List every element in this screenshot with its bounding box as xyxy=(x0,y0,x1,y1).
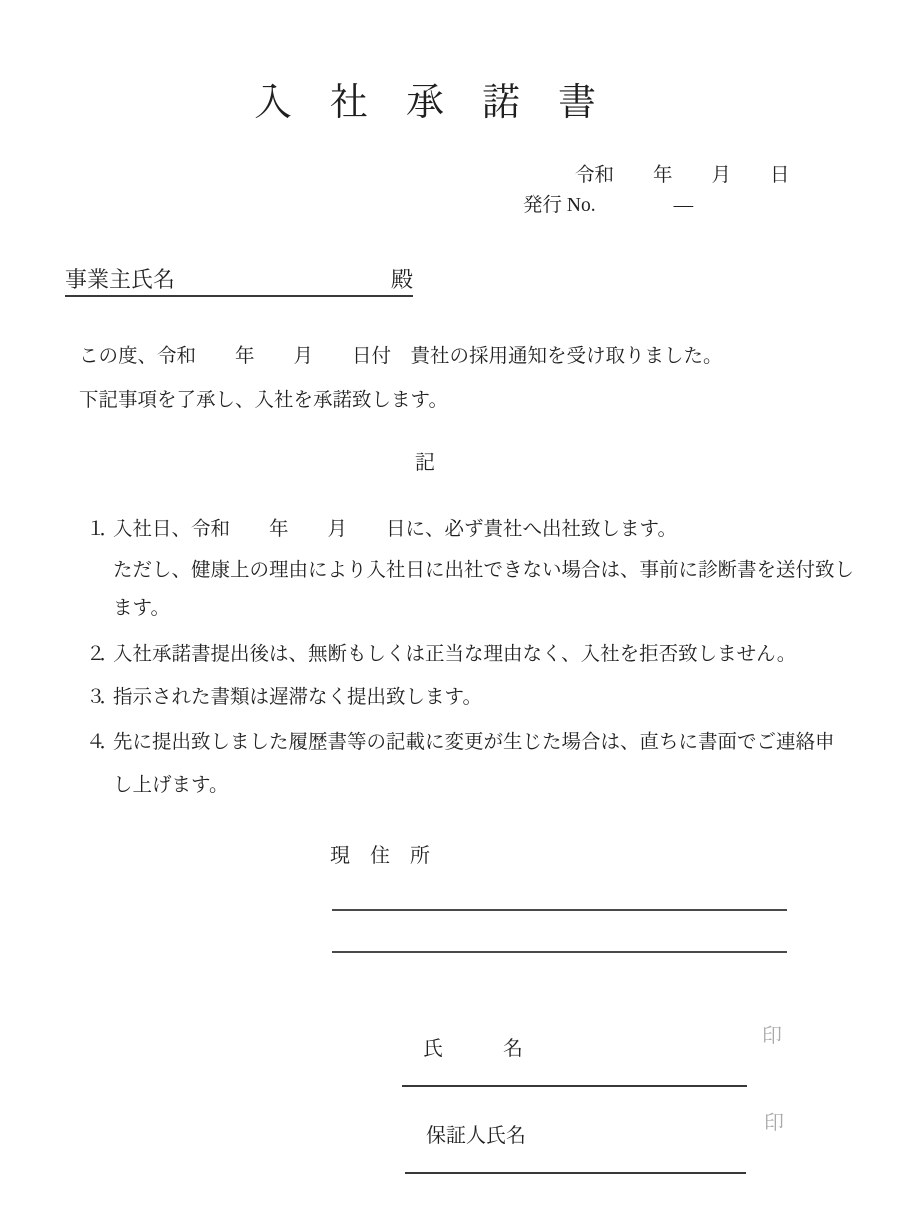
item-3-number: ３． xyxy=(86,687,114,708)
guarantor-seal-mark: 印 xyxy=(764,1112,784,1134)
address-blank-line-2 xyxy=(332,951,787,953)
intro-line-2: 下記事項を了承し、入社を承諾致します。 xyxy=(79,390,448,411)
item-1-number: １． xyxy=(86,519,114,540)
name-label: 氏 名 xyxy=(423,1038,523,1060)
item-1-text: 入社日、令和 年 月 日に、必ず貴社へ出社致します。 xyxy=(113,519,677,540)
guarantor-label: 保証人氏名 xyxy=(426,1125,526,1147)
intro-line-1: この度、令和 年 月 日付 貴社の採用通知を受け取りました。 xyxy=(79,346,723,367)
addressee-label: 事業主氏名 xyxy=(65,267,176,292)
item-2-number: ２． xyxy=(86,644,114,665)
item-1-continuation-1: ただし、健康上の理由により入社日に出社できない場合は、事前に診断書を送付致し xyxy=(113,560,855,581)
item-4-continuation-1: し上げます。 xyxy=(113,775,229,796)
item-2-text: 入社承諾書提出後は、無断もしくは正当な理由なく、入社を拒否致しません。 xyxy=(113,644,797,665)
era-date-line: 令和 年 月 日 xyxy=(575,165,790,186)
issue-number-line: 発行 No. ― xyxy=(523,195,694,216)
addressee-honorific: 殿 xyxy=(390,267,413,292)
record-heading: 記 xyxy=(415,452,435,474)
document-title: 入 社 承 諾 書 xyxy=(253,82,596,124)
name-signature-line xyxy=(402,1016,747,1087)
guarantor-signature-line xyxy=(405,1103,746,1174)
item-4-number: ４． xyxy=(86,732,114,753)
item-1-continuation-2: ます。 xyxy=(113,598,170,619)
agreement-item-4 xyxy=(86,733,835,753)
item-4-text: 先に提出致しました履歴書等の記載に変更が生じた場合は、直ちに書面でご連絡申 xyxy=(113,732,835,753)
name-seal-mark: 印 xyxy=(762,1025,782,1047)
address-blank-line-1 xyxy=(332,909,787,911)
item-3-text: 指示された書類は遅滞なく提出致します。 xyxy=(113,687,482,708)
addressee-line xyxy=(65,268,413,297)
agreement-item-1 xyxy=(86,520,677,540)
agreement-item-2 xyxy=(86,645,796,665)
current-address-label: 現 住 所 xyxy=(330,845,430,867)
agreement-item-3 xyxy=(86,688,482,708)
